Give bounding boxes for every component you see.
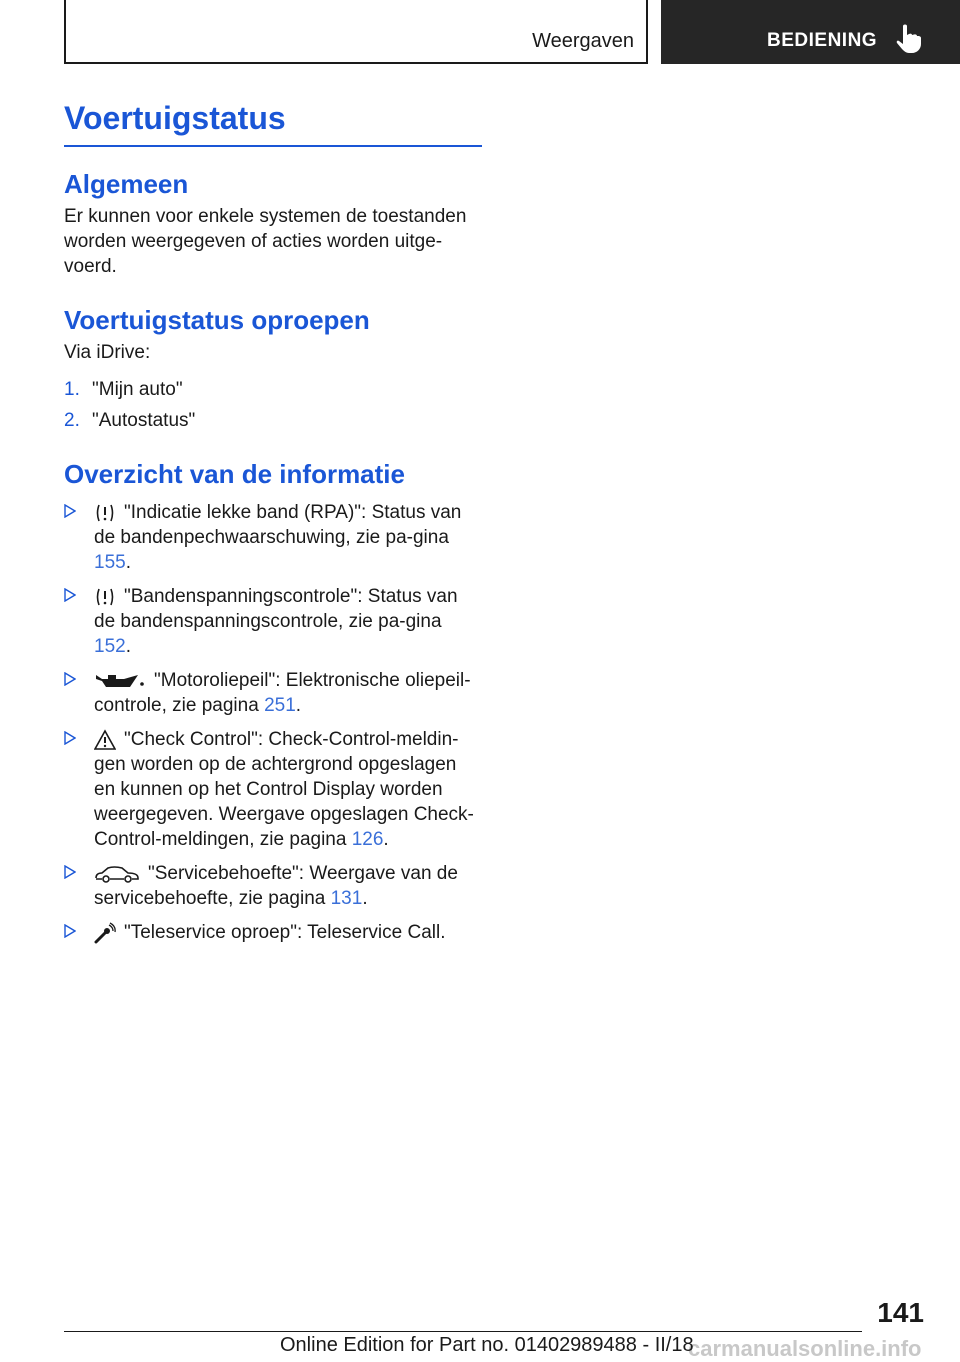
item-text: "Teleservice oproep": Teleservice Call. xyxy=(124,922,446,943)
oproepen-intro: Via iDrive: xyxy=(64,342,151,363)
section-label: Weergaven xyxy=(532,30,634,52)
footer-divider xyxy=(64,1331,862,1332)
bullet-triangle-icon xyxy=(64,924,76,938)
list-item xyxy=(64,500,482,575)
list-item xyxy=(64,727,482,852)
page-link[interactable]: 126 xyxy=(351,829,384,850)
page-number: 141 xyxy=(877,1297,924,1328)
item-end: . xyxy=(295,695,302,716)
list-item xyxy=(64,377,482,402)
step-text: "Autostatus" xyxy=(92,410,196,431)
bullet-triangle-icon xyxy=(64,865,76,879)
bullet-triangle-icon xyxy=(64,504,76,518)
edition-text: Online Edition for Part no. 01402989488 - II/18 xyxy=(280,1334,694,1356)
item-text: "Motoroliepeil": Elektronische oliepeil-controle, zie pagina xyxy=(94,670,471,716)
pointing-hand-icon xyxy=(895,24,921,54)
watermark: carmanualsonline.info xyxy=(688,1336,922,1361)
item-text: "Bandenspanningscontrole": Status van de bandenspanningscontrole, zie pa-gina xyxy=(94,586,458,632)
tire-warning-icon xyxy=(94,502,116,524)
header-section-tab xyxy=(64,0,648,64)
steps-list xyxy=(64,377,482,433)
item-text: "Check Control": Check-Control-meldin-gen worden op de achtergrond opgeslagen en kunnen op het Control Display worden weergegeven. Weergave opgeslagen Check-Control-meldingen, zie pagina xyxy=(94,729,474,850)
item-end: . xyxy=(125,552,131,573)
page-link[interactable]: 131 xyxy=(330,888,363,909)
bullet-triangle-icon xyxy=(64,588,76,602)
header-chapter-tab xyxy=(661,0,960,64)
heading-algemeen: Algemeen xyxy=(64,169,189,199)
page-link[interactable]: 251 xyxy=(264,695,296,716)
chapter-label: BEDIENING xyxy=(767,30,878,51)
item-text: "Indicatie lekke band (RPA)": Status van de bandenpechwaarschuwing, zie pa-gina xyxy=(94,502,462,548)
page-link[interactable]: 152 xyxy=(94,636,126,657)
teleservice-wrench-icon xyxy=(94,922,116,944)
step-number: 1. xyxy=(64,379,80,400)
heading-overzicht: Overzicht van de informatie xyxy=(64,459,405,489)
service-car-icon xyxy=(94,864,140,884)
algemeen-body: Er kunnen voor enkele systemen de toestanden worden weergegeven of acties worden uitge-voerd. xyxy=(64,206,467,277)
step-number: 2. xyxy=(64,410,80,431)
tire-pressure-icon xyxy=(94,586,116,608)
main-content xyxy=(64,100,482,954)
page-title: Voertuigstatus xyxy=(64,100,482,147)
item-text: "Servicebehoefte": Weergave van de servicebehoefte, zie pagina xyxy=(94,863,458,909)
step-text: "Mijn auto" xyxy=(92,379,183,400)
list-item xyxy=(64,920,482,945)
item-end: . xyxy=(362,888,368,909)
list-item xyxy=(64,861,482,911)
list-item xyxy=(64,584,482,659)
page-link[interactable]: 155 xyxy=(94,552,126,573)
list-item xyxy=(64,408,482,433)
list-item xyxy=(64,668,482,718)
oil-can-icon xyxy=(94,670,146,692)
item-end: . xyxy=(125,636,131,657)
info-list xyxy=(64,500,482,945)
warning-triangle-icon xyxy=(94,729,116,751)
item-end: . xyxy=(383,829,389,850)
heading-oproepen: Voertuigstatus oproepen xyxy=(64,305,370,335)
bullet-triangle-icon xyxy=(64,731,76,745)
bullet-triangle-icon xyxy=(64,672,76,686)
